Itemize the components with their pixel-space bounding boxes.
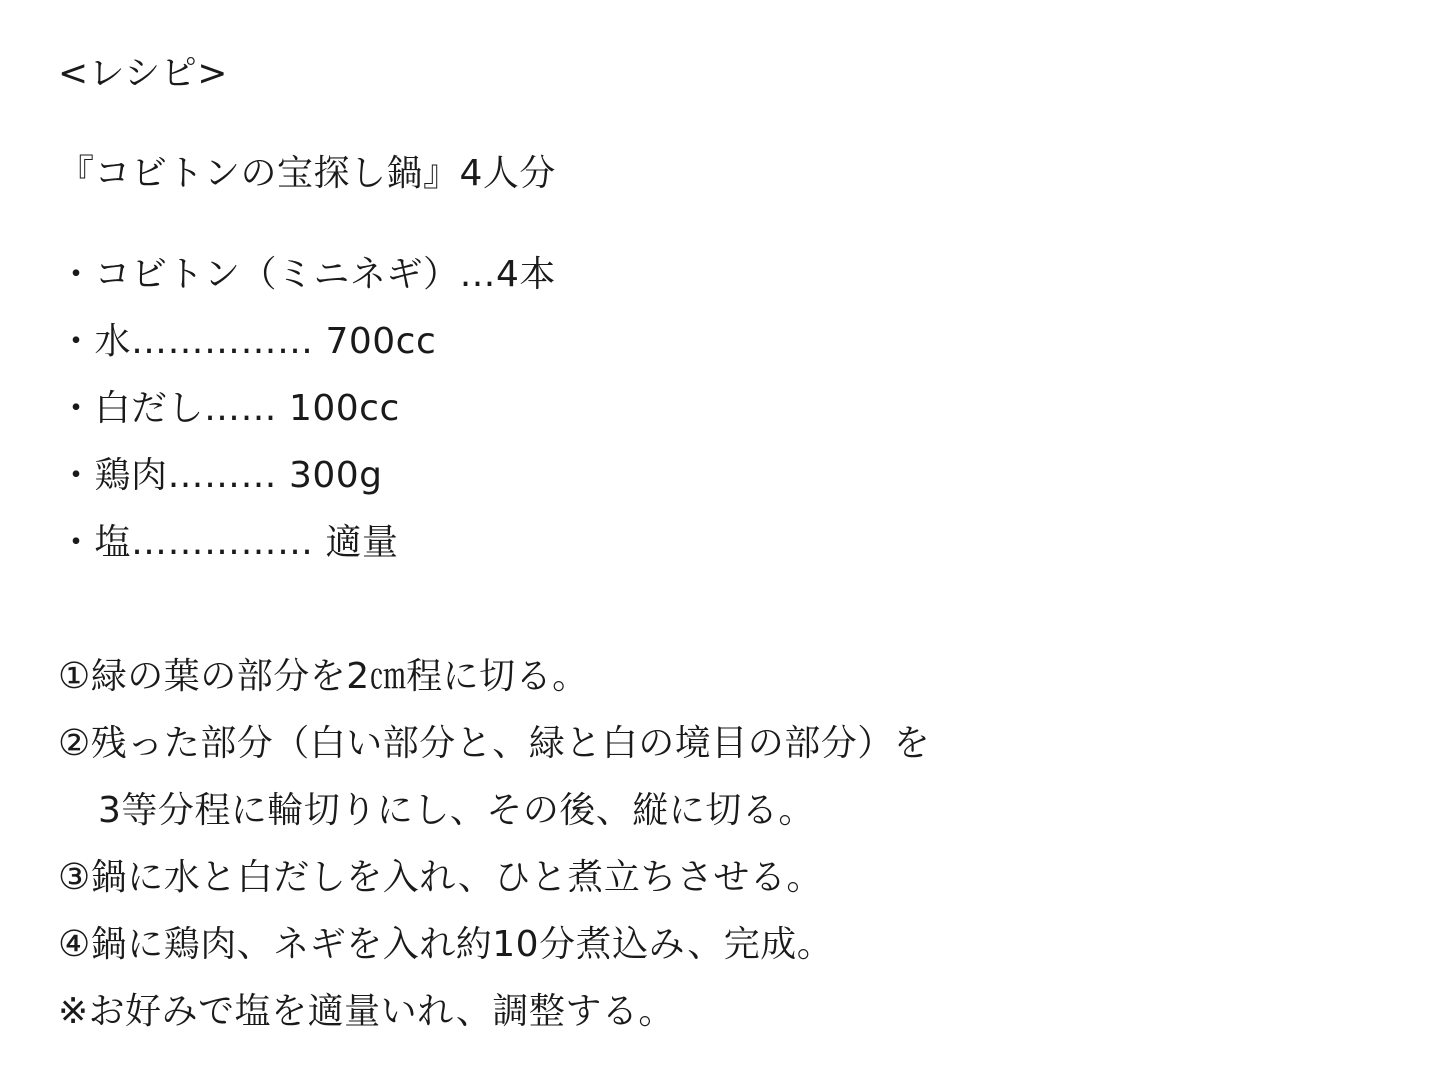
step-item: ③鍋に水と白だしを入れ、ひと煮立ちさせる。 — [58, 857, 823, 898]
step-item: ④鍋に鶏肉、ネギを入れ約10分煮込み、完成。 — [58, 924, 834, 965]
ingredient-item: ・コビトン（ミニネギ）…4本 — [58, 254, 556, 295]
ingredient-item: ・鶏肉……… 300g — [58, 455, 383, 496]
recipe-title: 『コビトンの宝探し鍋』4人分 — [58, 153, 556, 194]
ingredient-item: ・白だし…… 100cc — [58, 388, 400, 429]
note-item: ※お好みで塩を適量いれ、調整する。 — [58, 991, 675, 1032]
step-item: ①緑の葉の部分を2㎝程に切る。 — [58, 656, 589, 697]
step-item: ②残った部分（白い部分と、緑と白の境目の部分）を — [58, 723, 931, 764]
recipe-heading: <レシピ> — [58, 53, 228, 94]
ingredient-item: ・水…………… 700cc — [58, 321, 437, 362]
ingredient-item: ・塩…………… 適量 — [58, 522, 399, 563]
step-item-continuation: 3等分程に輪切りにし、その後、縦に切る。 — [98, 790, 815, 831]
